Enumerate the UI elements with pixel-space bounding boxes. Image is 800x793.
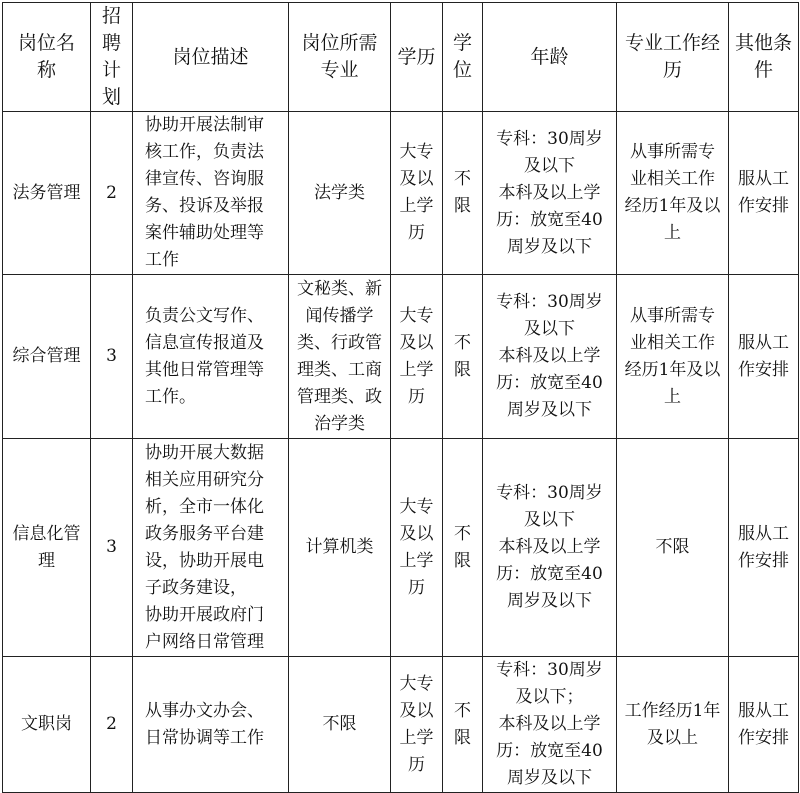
header-other: 其他条件 [729,3,799,112]
header-count: 招聘计划 [91,3,133,112]
cell-education: 大专及以上学历 [391,112,443,275]
cell-degree: 不限 [443,439,483,657]
header-education: 学历 [391,3,443,112]
cell-age: 专科：30周岁及以下 本科及以上学历：放宽至40周岁及以下 [483,112,617,275]
cell-description: 从事办文办会、日常协调等工作 [133,657,289,793]
cell-other: 服从工作安排 [729,657,799,793]
cell-description: 协助开展法制审核工作，负责法律宣传、咨询服务、投诉及举报案件辅助处理等工作 [133,112,289,275]
cell-position: 法务管理 [3,112,91,275]
cell-major: 计算机类 [289,439,391,657]
header-major: 岗位所需专业 [289,3,391,112]
cell-count: 2 [91,657,133,793]
cell-major: 法学类 [289,112,391,275]
header-position: 岗位名称 [3,3,91,112]
cell-count: 3 [91,275,133,439]
cell-major: 文秘类、新闻传播学类、行政管理类、工商管理类、政治学类 [289,275,391,439]
cell-description: 负责公文写作、信息宣传报道及其他日常管理等工作。 [133,275,289,439]
cell-education: 大专及以上学历 [391,657,443,793]
header-row [3,3,799,112]
cell-age: 专科：30周岁及以下； 本科及以上学历：放宽至40周岁及以下 [483,657,617,793]
cell-position: 文职岗 [3,657,91,793]
cell-education: 大专及以上学历 [391,439,443,657]
cell-age: 专科：30周岁及以下 本科及以上学历：放宽至40周岁及以下 [483,275,617,439]
recruitment-table [2,2,799,793]
cell-major: 不限 [289,657,391,793]
cell-description: 协助开展大数据相关应用研究分析，全市一体化政务服务平台建设，协助开展电子政务建设， 协助开展政府门户网络日常管理 [133,439,289,657]
table-row [3,657,799,793]
cell-other: 服从工作安排 [729,439,799,657]
header-description: 岗位描述 [133,3,289,112]
table-row [3,275,799,439]
cell-experience: 从事所需专业相关工作经历1年及以上 [617,112,729,275]
cell-age: 专科：30周岁及以下 本科及以上学历：放宽至40周岁及以下 [483,439,617,657]
cell-education: 大专及以上学历 [391,275,443,439]
cell-position: 综合管理 [3,275,91,439]
cell-degree: 不限 [443,275,483,439]
cell-experience: 不限 [617,439,729,657]
table-row [3,439,799,657]
cell-experience: 从事所需专业相关工作经历1年及以上 [617,275,729,439]
cell-degree: 不限 [443,112,483,275]
cell-experience: 工作经历1年及以上 [617,657,729,793]
table-row [3,112,799,275]
cell-other: 服从工作安排 [729,112,799,275]
header-age: 年龄 [483,3,617,112]
header-degree: 学位 [443,3,483,112]
cell-count: 3 [91,439,133,657]
cell-other: 服从工作安排 [729,275,799,439]
cell-position: 信息化管理 [3,439,91,657]
cell-degree: 不限 [443,657,483,793]
header-experience: 专业工作经历 [617,3,729,112]
cell-count: 2 [91,112,133,275]
